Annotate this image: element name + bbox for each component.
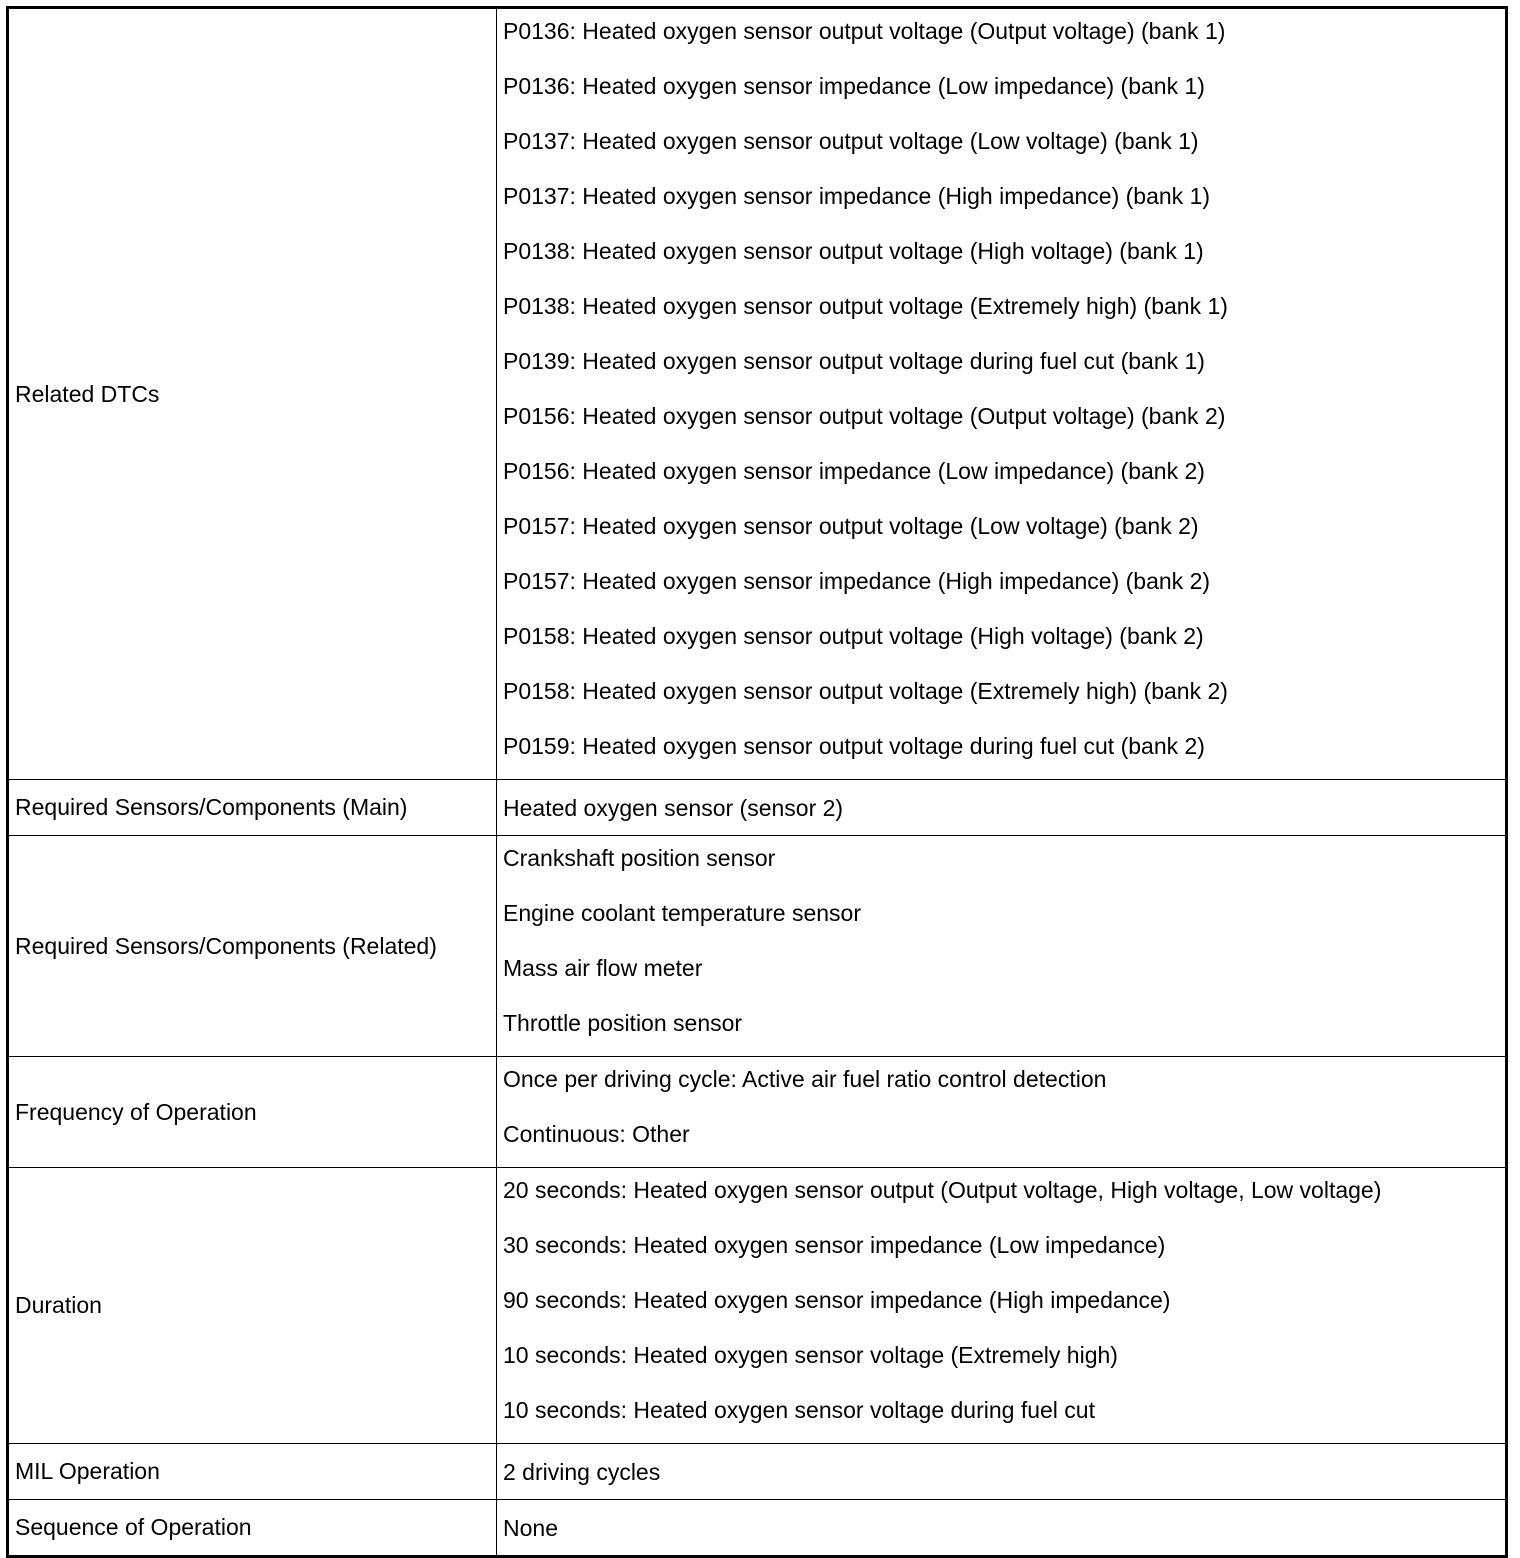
specification-table-body [8,8,1507,1557]
value-line: 30 seconds: Heated oxygen sensor impedance (Low impedance) [503,1232,1166,1258]
value-line: P0136: Heated oxygen sensor impedance (Low impedance) (bank 1) [503,73,1205,99]
row-values [497,1500,1507,1557]
table-row [8,1500,1507,1557]
row-label: Related DTCs [8,8,497,780]
row-values [497,8,1507,780]
table-row [8,8,1507,780]
row-values [497,836,1507,1057]
row-label: Duration [8,1168,497,1444]
specification-table [6,6,1508,1558]
value-line: 90 seconds: Heated oxygen sensor impedance (High impedance) [503,1287,1171,1313]
value-line: P0158: Heated oxygen sensor output voltage (Extremely high) (bank 2) [503,678,1228,704]
value-line: Continuous: Other [503,1121,690,1147]
value-line: P0156: Heated oxygen sensor output voltage (Output voltage) (bank 2) [503,403,1226,429]
value-line: P0156: Heated oxygen sensor impedance (Low impedance) (bank 2) [503,458,1205,484]
value-line: P0139: Heated oxygen sensor output voltage during fuel cut (bank 1) [503,348,1205,374]
value-line: 20 seconds: Heated oxygen sensor output (Output voltage, High voltage, Low voltage) [503,1177,1382,1203]
value-line: Heated oxygen sensor (sensor 2) [503,794,844,821]
value-line: 10 seconds: Heated oxygen sensor voltage during fuel cut [503,1397,1095,1423]
row-values [497,1057,1507,1168]
value-line: Crankshaft position sensor [503,845,776,871]
table-row [8,780,1507,836]
value-line: P0138: Heated oxygen sensor output voltage (Extremely high) (bank 1) [503,293,1228,319]
value-line: 10 seconds: Heated oxygen sensor voltage (Extremely high) [503,1342,1118,1368]
value-line: P0136: Heated oxygen sensor output voltage (Output voltage) (bank 1) [503,18,1226,44]
row-values [497,780,1507,836]
table-row [8,1444,1507,1500]
row-values [497,1444,1507,1500]
row-label: Frequency of Operation [8,1057,497,1168]
value-line: 2 driving cycles [503,1458,661,1485]
value-line: Engine coolant temperature sensor [503,900,861,926]
value-line: P0159: Heated oxygen sensor output voltage during fuel cut (bank 2) [503,733,1205,759]
value-line: Once per driving cycle: Active air fuel ratio control detection [503,1066,1107,1092]
row-label: Required Sensors/Components (Main) [8,780,497,836]
value-line: P0157: Heated oxygen sensor output voltage (Low voltage) (bank 2) [503,513,1199,539]
row-label: Sequence of Operation [8,1500,497,1557]
row-label: Required Sensors/Components (Related) [8,836,497,1057]
value-line: P0157: Heated oxygen sensor impedance (High impedance) (bank 2) [503,568,1211,594]
table-row [8,836,1507,1057]
value-line: P0158: Heated oxygen sensor output voltage (High voltage) (bank 2) [503,623,1204,649]
row-label: MIL Operation [8,1444,497,1500]
value-line: P0137: Heated oxygen sensor impedance (High impedance) (bank 1) [503,183,1211,209]
value-line: P0138: Heated oxygen sensor output voltage (High voltage) (bank 1) [503,238,1204,264]
value-line: P0137: Heated oxygen sensor output voltage (Low voltage) (bank 1) [503,128,1199,154]
row-values [497,1168,1507,1444]
table-row [8,1168,1507,1444]
table-row [8,1057,1507,1168]
value-line: Throttle position sensor [503,1010,743,1036]
value-line: Mass air flow meter [503,955,703,981]
value-line: None [503,1514,558,1541]
